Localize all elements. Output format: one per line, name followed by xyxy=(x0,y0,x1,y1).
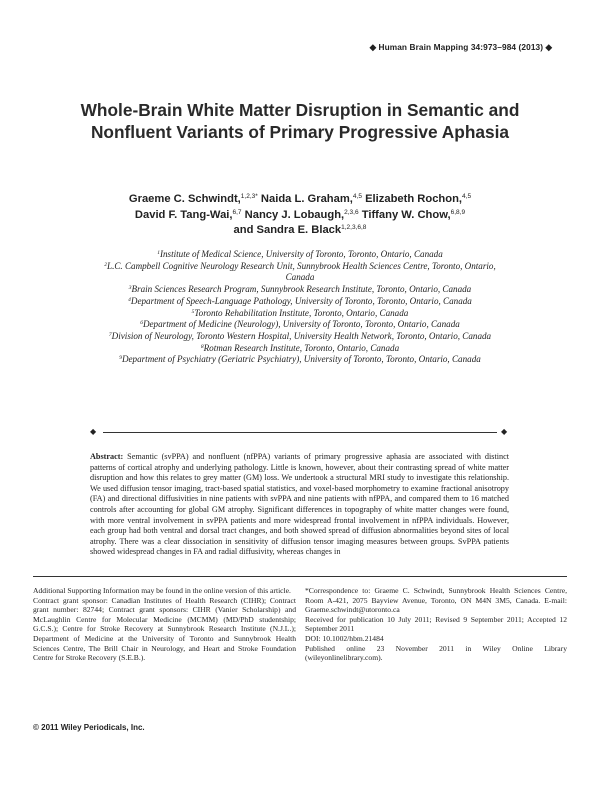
section-divider xyxy=(103,432,497,433)
affiliation-item: $^1$Institute of Medical Science, University of Toronto, Toronto, Ontario, Canada xyxy=(157,249,443,259)
publication-dates: Received for publication 10 July 2011; Revised 9 September 2011; Accepted 12 September 2011 xyxy=(305,614,567,634)
divider-diamond-right: ◆ xyxy=(501,427,508,436)
footnotes-left-column xyxy=(33,586,296,663)
article-title: Whole-Brain White Matter Disruption in Semantic and Nonfluent Variants of Primary Progressive Aphasia xyxy=(80,100,520,142)
abstract-label: Abstract: xyxy=(90,452,124,461)
abstract-text: Semantic (svPPA) and nonfluent (nfPPA) variants of primary progressive aphasia are associated with distinct patterns of cortical atrophy and underlying pathology. Little is known, however, about their contrasting spread of white matter disruption and how this relates to grey matter (GM) loss. We undertook a structural MRI study to investigate this relationship. We used diffusion tensor imaging, tract-based spatial statistics, and voxel-based morphometry to examine fractional anisotropy (FA) and directional diffusivities in nine patients with svPPA and nine patients with nfPPA, and compared them to 16 matched controls after accounting for global GM atrophy. Significant differences in topography of white matter changes were found, with more ventral involvement in svPPA patients and more widespread frontal involvement in nfPPA individuals. However, each group had both ventral and dorsal tract changes, and both showed spread of diffusion abnormalities beyond sites of local atrophy. There was a clear dissociation in sensitivity of diffusion tensor imaging measures between groups. SvPPA patients showed widespread changes in FA and radial diffusivity, whereas changes in xyxy=(90,452,509,557)
author: Nancy J. Lobaugh,$^{2,3,6}$ xyxy=(244,208,359,221)
affiliation-item: $^9$Department of Psychiatry (Geriatric Psychiatry), University of Toronto, Toronto, Ontario, Canada xyxy=(119,354,481,365)
divider-diamond-left: ◆ xyxy=(90,427,97,436)
affiliation-item: $^7$Division of Neurology, Toronto Western Hospital, University Health Network, Toronto, Ontario, Canada xyxy=(108,330,492,341)
affiliation-item: $^6$Department of Medicine (Neurology), University of Toronto, Toronto, Ontario, Canada xyxy=(140,319,460,330)
affiliations xyxy=(90,249,510,366)
correspondence-note: *Correspondence to: Graeme C. Schwindt, Sunnybrook Health Sciences Centre, Room A-421, 2075 Bayview Avenue, Toronto, ON M4N 3M5, Canada. E-mail: Graeme.schwindt@utoronto.ca xyxy=(305,586,567,615)
affiliation-item: $^4$Department of Speech-Language Pathology, University of Toronto, Toronto, Ontario, Canada xyxy=(128,295,472,306)
author: Graeme C. Schwindt,$^{1,2,3*}$ xyxy=(128,193,258,205)
affiliation-item: $^3$Brain Sciences Research Program, Sunnybrook Research Institute, Toronto, Ontario, Canada xyxy=(128,284,472,295)
author: Naida L. Graham,$^{4,5}$ xyxy=(260,193,362,205)
copyright: © 2011 Wiley Periodicals, Inc. xyxy=(33,723,145,732)
abstract xyxy=(90,452,509,558)
footnotes-right-column xyxy=(305,586,567,663)
footnote-divider xyxy=(33,576,567,577)
author-list xyxy=(60,192,540,239)
author: Elizabeth Rochon,$^{4,5}$ xyxy=(365,193,472,205)
author: David F. Tang-Wai,$^{6,7}$ xyxy=(134,208,242,221)
supporting-info-note: Additional Supporting Information may be found in the online version of this article. xyxy=(33,586,291,595)
online-publication-note: Published online 23 November 2011 in Wiley Online Library (wileyonlinelibrary.com). xyxy=(305,643,567,663)
affiliation-item: $^5$Toronto Rehabilitation Institute, Toronto, Ontario, Canada xyxy=(191,307,409,318)
doi: DOI: 10.1002/hbm.21484 xyxy=(305,633,384,643)
author: and Sandra E. Black$^{1,2,3,6,8}$ xyxy=(233,224,367,236)
affiliation-item: $^8$Rotman Research Institute, Toronto, Ontario, Canada xyxy=(200,342,400,353)
grant-sponsor-note: Contract grant sponsor: Canadian Institutes of Health Research (CIHR); Contract grant number: 82744; Contract grant sponsors: CIHR (Vanier Scholarship) and McLaughlin Centre for Molecular Medicine (MCMM) (MD/PhD studentship; G.C.S.); Centre for Stroke Recovery at Sunnybrook Research Institute (N.J.L.); Department of Medicine at the University of Toronto and Sunnybrook Health Sciences Centre, The Brill Chair in Neurology, and Heart and Stroke Foundation Centre for Stroke Recovery (S.E.B.). xyxy=(33,595,296,663)
affiliation-item: $^2$L.C. Campbell Cognitive Neurology Research Unit, Sunnybrook Health Sciences Centre, Toronto, Ontario, Canada xyxy=(104,260,496,283)
running-head: ◆ Human Brain Mapping 34:973–984 (2013) ◆ xyxy=(369,42,552,52)
author: Tiffany W. Chow,$^{6,8,9}$ xyxy=(361,208,466,221)
